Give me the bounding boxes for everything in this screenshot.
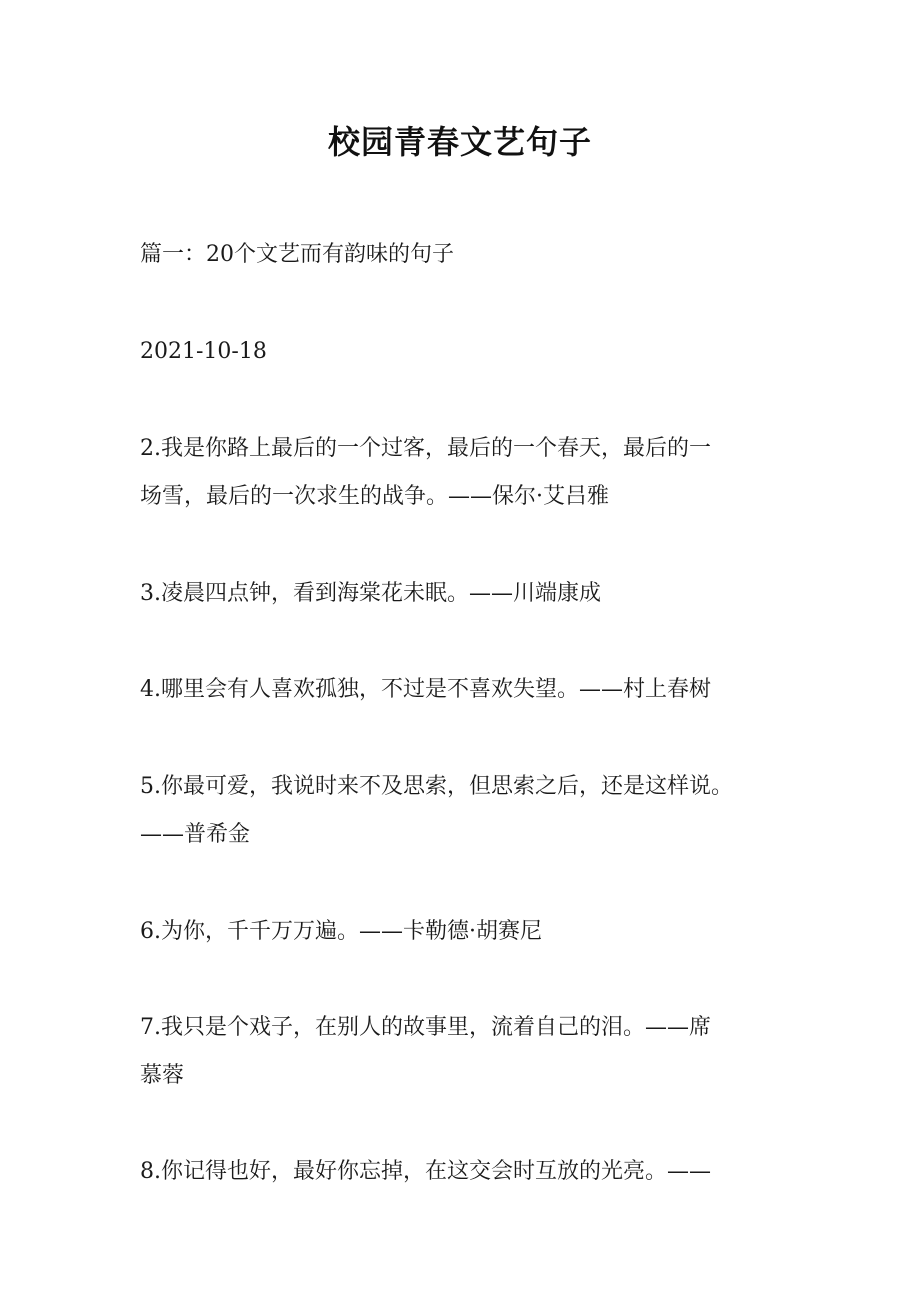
quote-3: 3.凌晨四点钟，看到海棠花未眠。——川端康成 xyxy=(140,581,601,606)
quote-4: 4.哪里会有人喜欢孤独，不过是不喜欢失望。——村上春树 xyxy=(140,677,711,702)
section-heading: 篇一：20个文艺而有韵味的句子 xyxy=(140,242,454,267)
quote-2-line-2: 场雪，最后的一次求生的战争。——保尔·艾吕雅 xyxy=(140,484,609,509)
quote-7-line-2: 慕蓉 xyxy=(140,1063,185,1088)
quote-5-line-2: ——普希金 xyxy=(140,822,251,847)
document-title: 校园青春文艺句子 xyxy=(327,123,592,161)
date-line: 2021-10-18 xyxy=(140,339,267,364)
quote-8-line-1: 8.你记得也好，最好你忘掉，在这交会时互放的光亮。—— xyxy=(140,1159,711,1184)
quote-6: 6.为你，千千万万遍。——卡勒德·胡赛尼 xyxy=(140,919,542,944)
quote-5-line-1: 5.你最可爱，我说时来不及思索，但思索之后，还是这样说。 xyxy=(140,774,733,799)
quote-7-line-1: 7.我只是个戏子，在别人的故事里，流着自己的泪。——席 xyxy=(140,1015,711,1040)
quote-2-line-1: 2.我是你路上最后的一个过客，最后的一个春天，最后的一 xyxy=(140,436,711,461)
